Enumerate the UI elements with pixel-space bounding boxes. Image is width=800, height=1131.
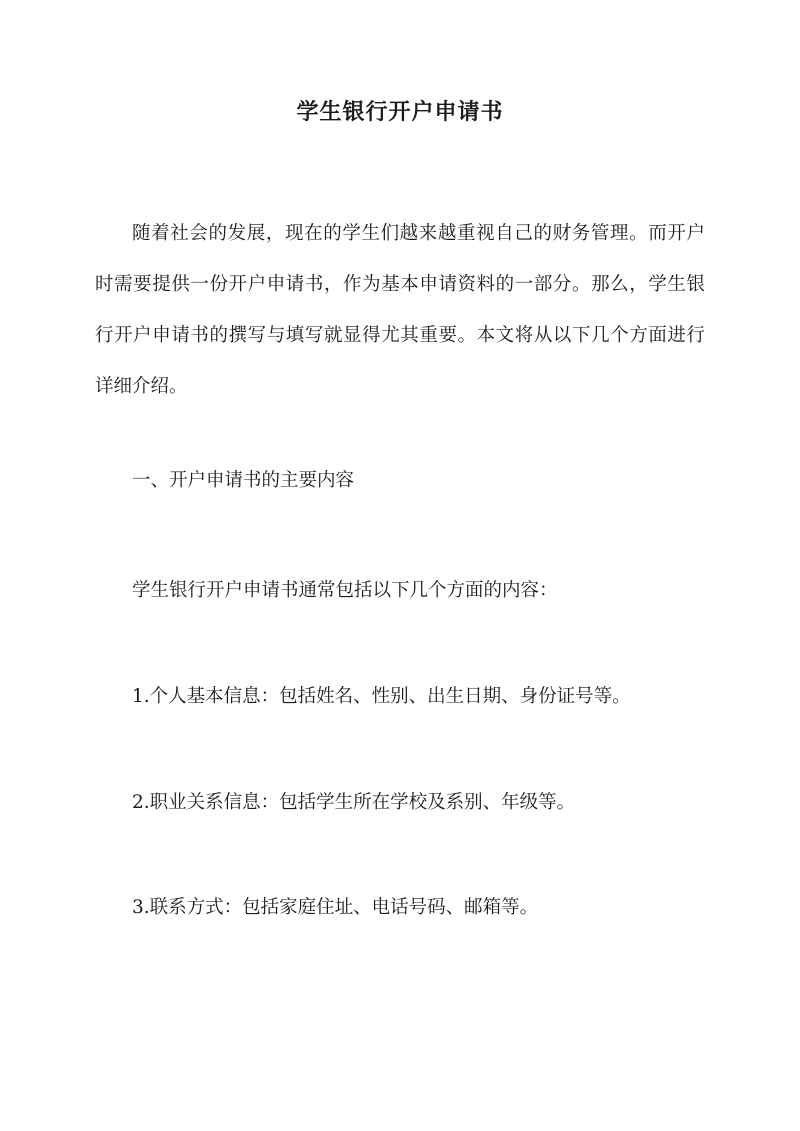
- document-title: 学生银行开户申请书: [296, 99, 504, 125]
- list-item-personal-info: 1.个人基本信息：包括姓名、性别、出生日期、身份证号等。: [132, 686, 631, 707]
- list-item-contact-info: 3.联系方式：包括家庭住址、电话号码、邮箱等。: [132, 897, 539, 918]
- section-heading: 一、开户申请书的主要内容: [132, 470, 355, 491]
- intro-paragraph: 随着社会的发展，现在的学生们越来越重视自己的财务管理。而开户时需要提供一份开户申请书，作为基本申请资料的一部分。那么，学生银行开户申请书的撰写与填写就显得尤其重要。本文将从以下几个方面进行详细介绍。: [95, 223, 705, 397]
- list-item-school-info: 2.职业关系信息：包括学生所在学校及系别、年级等。: [132, 792, 576, 813]
- lead-paragraph: 学生银行开户申请书通常包括以下几个方面的内容：: [132, 580, 558, 601]
